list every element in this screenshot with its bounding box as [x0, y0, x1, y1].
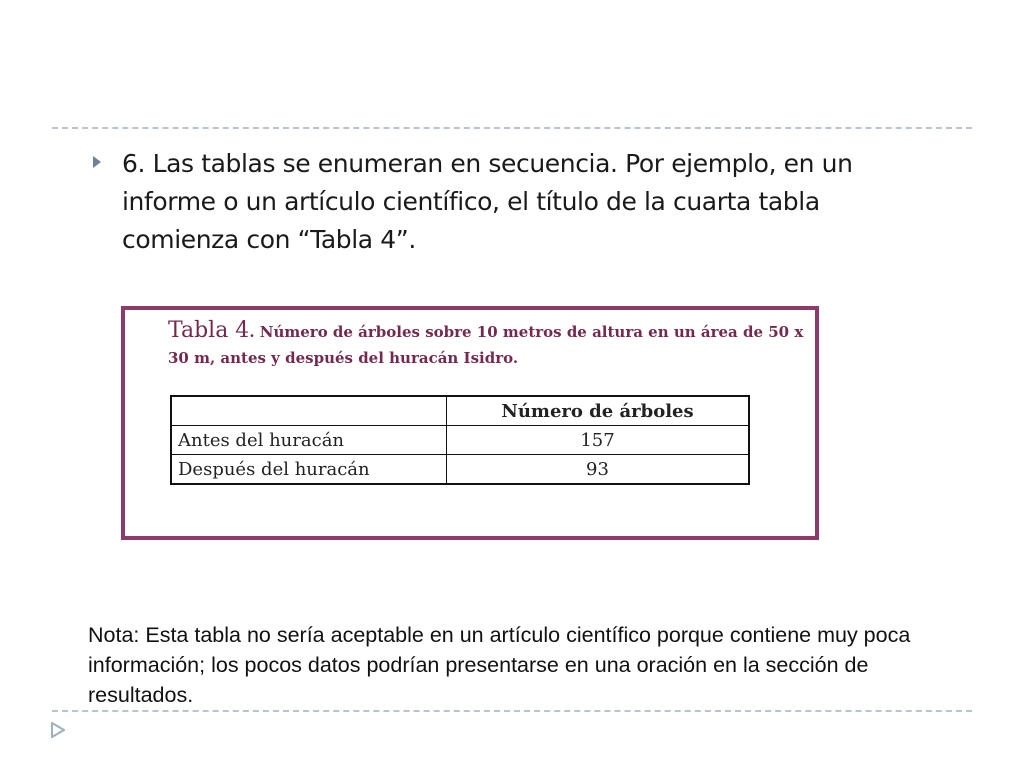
top-divider: [52, 127, 972, 129]
table-figure: [121, 306, 819, 540]
data-table: [170, 395, 750, 485]
slide-corner-icon: [51, 722, 65, 738]
table-header-row: [171, 396, 749, 426]
table-caption-label: Tabla 4: [168, 318, 250, 343]
note-text: Nota: Esta tabla no sería aceptable en un artículo científico porque contiene muy poca información; los pocos datos podrían presentarse en una oración en la sección de resultados.: [88, 623, 911, 707]
table-caption: [168, 318, 808, 371]
table-row: [171, 455, 749, 485]
triangle-right-icon: [93, 156, 101, 168]
bottom-divider: [52, 710, 972, 712]
row-value: 93: [447, 455, 750, 485]
table-header-count: Número de árboles: [447, 396, 750, 426]
row-value: 157: [447, 426, 750, 455]
table-row: [171, 426, 749, 455]
bullet-text: 6. Las tablas se enumeran en secuencia. Por ejemplo, en un informe o un artículo científico, el título de la cuarta tabla comienza con “Tabla 4”.: [122, 149, 853, 254]
table-caption-text: . Número de árboles sobre 10 metros de altura en un área de 50 x 30 m, antes y después del huracán Isidro.: [168, 323, 804, 367]
row-label: Antes del huracán: [171, 426, 447, 455]
row-label: Después del huracán: [171, 455, 447, 485]
table-header-empty: [171, 396, 447, 426]
